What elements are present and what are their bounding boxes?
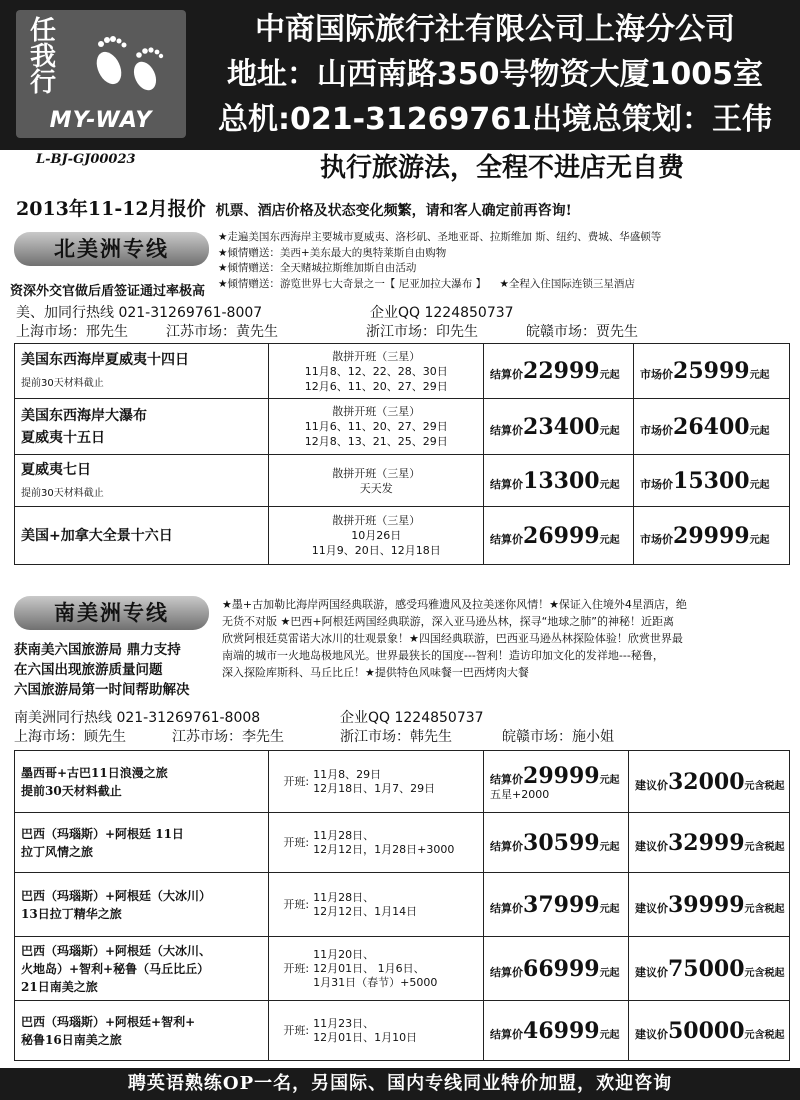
open-label: 开班: — [283, 774, 310, 788]
suggest-price: 32999 — [667, 829, 745, 856]
settle-label: 结算价 — [490, 423, 524, 437]
north-hotline: 美、加同行热线 021-31269761-8007 — [16, 305, 263, 321]
settle-unit: 元起 — [599, 1029, 620, 1041]
tour-name-line2: 夏威夷十五日 — [21, 429, 105, 446]
tour-name: 夏威夷七日 — [21, 461, 91, 478]
settle-label: 结算价 — [490, 1027, 524, 1041]
schedule-type: 散拼开班（三星） — [332, 514, 421, 527]
settle-price: 29999 — [523, 762, 600, 789]
schedule-type: 散拼开班（三星） — [332, 349, 421, 363]
settle-label: 结算价 — [490, 772, 524, 786]
settle-label: 结算价 — [490, 839, 524, 853]
schedule-dates: 11月9、20日、12月18日 — [311, 544, 441, 557]
highlight-item: ★倾情赠送：美西+美东最大的奥特莱斯自由购物 — [218, 246, 447, 259]
north-america-highlights — [218, 230, 798, 292]
settle-unit: 元起 — [599, 534, 620, 546]
schedule-dates: 11月20日、 — [313, 947, 375, 961]
settle-label: 结算价 — [490, 532, 524, 546]
suggest-price: 75000 — [667, 955, 745, 982]
schedule-dates: 12月18日、1月7、29日 — [313, 781, 436, 795]
table-row — [15, 507, 790, 565]
suggest-price: 39999 — [667, 891, 745, 918]
market-unit: 元起 — [749, 370, 770, 381]
market-label: 市场价 — [640, 368, 674, 381]
market-unit: 元起 — [749, 425, 770, 437]
table-row — [15, 399, 790, 455]
suggest-unit: 元含税起 — [744, 1029, 785, 1041]
settle-price: 13300 — [523, 467, 600, 494]
company-phone: 总机:021-31269761出境总策划：王伟 — [217, 102, 773, 137]
suggest-unit: 元含税起 — [744, 967, 785, 979]
north-contacts — [16, 323, 796, 341]
logo — [16, 10, 186, 138]
market-price: 29999 — [673, 522, 750, 549]
settle-price: 26999 — [523, 522, 600, 549]
tour-name-line: 巴西（玛瑙斯）+阿根廷（大冰川） — [21, 888, 212, 903]
market-price: 25999 — [673, 358, 750, 384]
market-label: 市场价 — [640, 532, 674, 546]
contact-wangan: 皖赣市场：施小姐 — [502, 729, 614, 745]
table-row — [15, 937, 790, 1001]
highlight-niagara: ★倾情赠送：游览世界七大奇景之一【 尼亚加拉大瀑布 】 — [218, 277, 487, 290]
tour-name-line: 拉丁风情之旅 — [21, 844, 94, 859]
settle-unit: 元起 — [599, 903, 620, 915]
tour-name-line: 巴西（玛瑙斯）+阿根廷 11日 — [21, 826, 184, 841]
south-contacts — [14, 728, 794, 746]
header-banner — [0, 0, 800, 150]
market-label: 市场价 — [640, 477, 674, 491]
table-row — [15, 751, 790, 813]
table-row — [15, 344, 790, 399]
market-unit: 元起 — [749, 479, 770, 491]
schedule-dates: 10月26日 — [351, 529, 402, 542]
south-america-intro — [222, 596, 796, 681]
contact-zhejiang: 浙江市场：印先生 — [366, 324, 478, 340]
settle-price: 37999 — [523, 891, 600, 918]
table-row — [15, 873, 790, 937]
schedule-dates: 11月8、12、22、28、30日 — [304, 364, 448, 378]
north-qq: 企业QQ 1224850737 — [370, 305, 514, 321]
contact-jiangsu: 江苏市场：黄先生 — [166, 324, 278, 340]
highlight-item: ★倾情赠送：全天赌城拉斯维加斯自由活动 — [218, 262, 417, 274]
settle-price: 66999 — [523, 955, 600, 982]
settle-unit: 元起 — [599, 774, 620, 786]
south-america-label: 南美洲专线 — [14, 596, 209, 630]
suggest-label: 建议价 — [634, 965, 668, 979]
company-name: 中商国际旅行社有限公司上海分公司 — [255, 12, 735, 47]
intro-line: 欣赏阿根廷莫雷诺大冰川的壮观景象！★四国经典联游，巴西亚马逊丛林探险体验！欣赏世界最 — [222, 632, 683, 645]
settle-label: 结算价 — [490, 368, 524, 381]
slogan: 执行旅游法，全程不进店无自费 — [319, 153, 684, 183]
schedule-dates: 天天发 — [359, 481, 393, 495]
settle-unit: 元起 — [599, 841, 620, 853]
contact-zhejiang: 浙江市场：韩先生 — [340, 729, 452, 745]
market-label: 市场价 — [640, 423, 674, 437]
settle-surcharge: 五星+2000 — [490, 787, 550, 801]
schedule-type: 散拼开班（三星） — [332, 405, 421, 418]
settle-label: 结算价 — [490, 965, 524, 979]
open-label: 开班: — [283, 835, 310, 849]
company-address: 地址：山西南路350号物资大厦1005室 — [226, 57, 764, 92]
suggest-unit: 元含税起 — [744, 903, 785, 915]
support-line: 获南美六国旅游局 鼎力支持 — [14, 642, 181, 658]
north-america-price-table — [14, 343, 790, 565]
schedule-dates: 12月01日、1月10日 — [313, 1030, 418, 1044]
settle-label: 结算价 — [490, 901, 524, 915]
settle-label: 结算价 — [490, 477, 524, 491]
settle-unit: 元起 — [599, 370, 620, 381]
schedule-dates: 12月01日、 1月6日、 — [313, 961, 425, 975]
schedule-dates: 11月6、11、20、27、29日 — [304, 420, 448, 433]
intro-line: 深入探险库斯科、马丘比丘！★提供特色风味餐一巴西烤肉大餐 — [222, 666, 529, 679]
tour-name-line: 秘鲁16日南美之旅 — [21, 1032, 122, 1047]
intro-line: 南端的城市一火地岛极地风光。世界最狭长的国度---智利！造访印加文化的发祥地---秘鲁， — [222, 649, 664, 662]
tour-name-line: 提前30天材料截止 — [21, 783, 122, 798]
north-america-label: 北美洲专线 — [14, 232, 209, 266]
quote-header — [16, 194, 572, 221]
highlight-hotel: ★全程入住国际连锁三星酒店 — [499, 277, 635, 290]
open-label: 开班: — [283, 897, 310, 911]
south-america-price-table — [14, 750, 790, 1061]
schedule-dates: 12月6、11、20、27、29日 — [304, 379, 448, 393]
tour-name: 美国东西海岸大瀑布 — [21, 407, 147, 424]
contact-shanghai: 上海市场：顾先生 — [14, 729, 126, 745]
settle-price: 30599 — [523, 829, 600, 856]
market-unit: 元起 — [749, 534, 770, 546]
logo-chinese-text: 任我行 — [30, 16, 57, 98]
suggest-price: 50000 — [667, 1017, 745, 1044]
suggest-label: 建议价 — [634, 901, 668, 915]
market-price: 26400 — [673, 413, 750, 440]
intro-line: 无货不对版 ★巴西+阿根廷两国经典联游，深入亚马逊丛林，探寻“地球之肺”的神秘！近距离 — [222, 615, 674, 628]
schedule-dates: 11月28日、 — [313, 890, 375, 904]
support-line: 在六国出现旅游质量问题 — [14, 662, 163, 678]
market-price: 15300 — [673, 467, 750, 494]
contact-jiangsu: 江苏市场：李先生 — [172, 729, 284, 745]
schedule-dates: 11月28日、 — [313, 828, 375, 842]
open-label: 开班: — [283, 961, 310, 975]
logo-english-text: MY-WAY — [49, 108, 153, 133]
suggest-label: 建议价 — [634, 778, 668, 792]
open-label: 开班: — [283, 1023, 310, 1037]
suggest-unit: 元含税起 — [744, 841, 785, 853]
suggest-label: 建议价 — [634, 839, 668, 853]
schedule-type: 散拼开班（三星） — [332, 466, 421, 480]
suggest-label: 建议价 — [634, 1027, 668, 1041]
schedule-dates: 12月12日，1月28日+3000 — [313, 842, 455, 856]
schedule-dates: 1月31日（春节）+5000 — [313, 975, 438, 989]
tour-name-line: 13日拉丁精华之旅 — [21, 906, 122, 921]
settle-price: 46999 — [523, 1017, 600, 1044]
settle-price: 23400 — [523, 413, 600, 440]
tour-name: 美国+加拿大全景十六日 — [21, 527, 173, 544]
support-line: 六国旅游局第一时间帮助解决 — [14, 682, 190, 698]
table-row — [15, 1001, 790, 1061]
south-qq: 企业QQ 1224850737 — [340, 710, 484, 726]
tour-note: 提前30天材料截止 — [21, 487, 104, 499]
tour-name-line: 21日南美之旅 — [21, 979, 98, 994]
schedule-dates: 12月8、13、21、25、29日 — [304, 435, 448, 448]
settle-unit: 元起 — [599, 479, 620, 491]
visa-note: 资深外交官做后盾签证通过率极高 — [10, 284, 206, 299]
license-number: L-BJ-GJ00023 — [36, 152, 136, 167]
quote-note: 机票、酒店价格及状态变化频繁，请和客人确定前再咨询! — [215, 203, 572, 219]
intro-line: ★墨+古加勒比海岸两国经典联游，感受玛雅遗风及拉美迷你风情！★保证入住境外4星酒店，绝 — [222, 598, 687, 611]
settle-unit: 元起 — [599, 967, 620, 979]
tour-name-line: 火地岛）+智利+秘鲁（马丘比丘） — [21, 961, 210, 976]
suggest-unit: 元含税起 — [744, 780, 785, 792]
schedule-dates: 11月23日、 — [313, 1016, 375, 1030]
table-row — [15, 813, 790, 873]
contact-shanghai: 上海市场：邢先生 — [16, 324, 128, 340]
south-hotline: 南美洲同行热线 021-31269761-8008 — [14, 710, 261, 726]
tour-name-line: 墨西哥+古巴11日浪漫之旅 — [21, 765, 168, 780]
suggest-price: 32000 — [667, 768, 745, 795]
schedule-dates: 12月12日、1月14日 — [313, 904, 418, 918]
highlight-item — [218, 277, 798, 293]
settle-unit: 元起 — [599, 425, 620, 437]
settle-price: 22999 — [523, 358, 600, 384]
tour-note: 提前30天材料截止 — [21, 378, 104, 389]
tour-name-line: 巴西（玛瑙斯）+阿根廷（大冰川、 — [21, 943, 212, 958]
footer-banner: 聘英语熟练OP一名，另国际、国内专线同业特价加盟，欢迎咨询 — [0, 1068, 800, 1100]
tour-name-line: 巴西（玛瑙斯）+阿根廷+智利+ — [21, 1014, 196, 1029]
footprints-icon — [79, 28, 174, 98]
highlight-item: ★走遍美国东西海岸主要城市夏威夷、洛杉矶、圣地亚哥、拉斯维加 斯、纽约、费城、华盛顿等 — [218, 231, 662, 243]
quote-title: 2013年11-12月报价 — [16, 198, 206, 220]
tour-name: 美国东西海岸夏威夷十四日 — [21, 352, 189, 368]
south-america-support — [14, 640, 190, 700]
table-row — [15, 455, 790, 507]
contact-wangan: 皖赣市场：贾先生 — [526, 324, 638, 340]
schedule-dates: 11月8、29日 — [313, 767, 382, 781]
